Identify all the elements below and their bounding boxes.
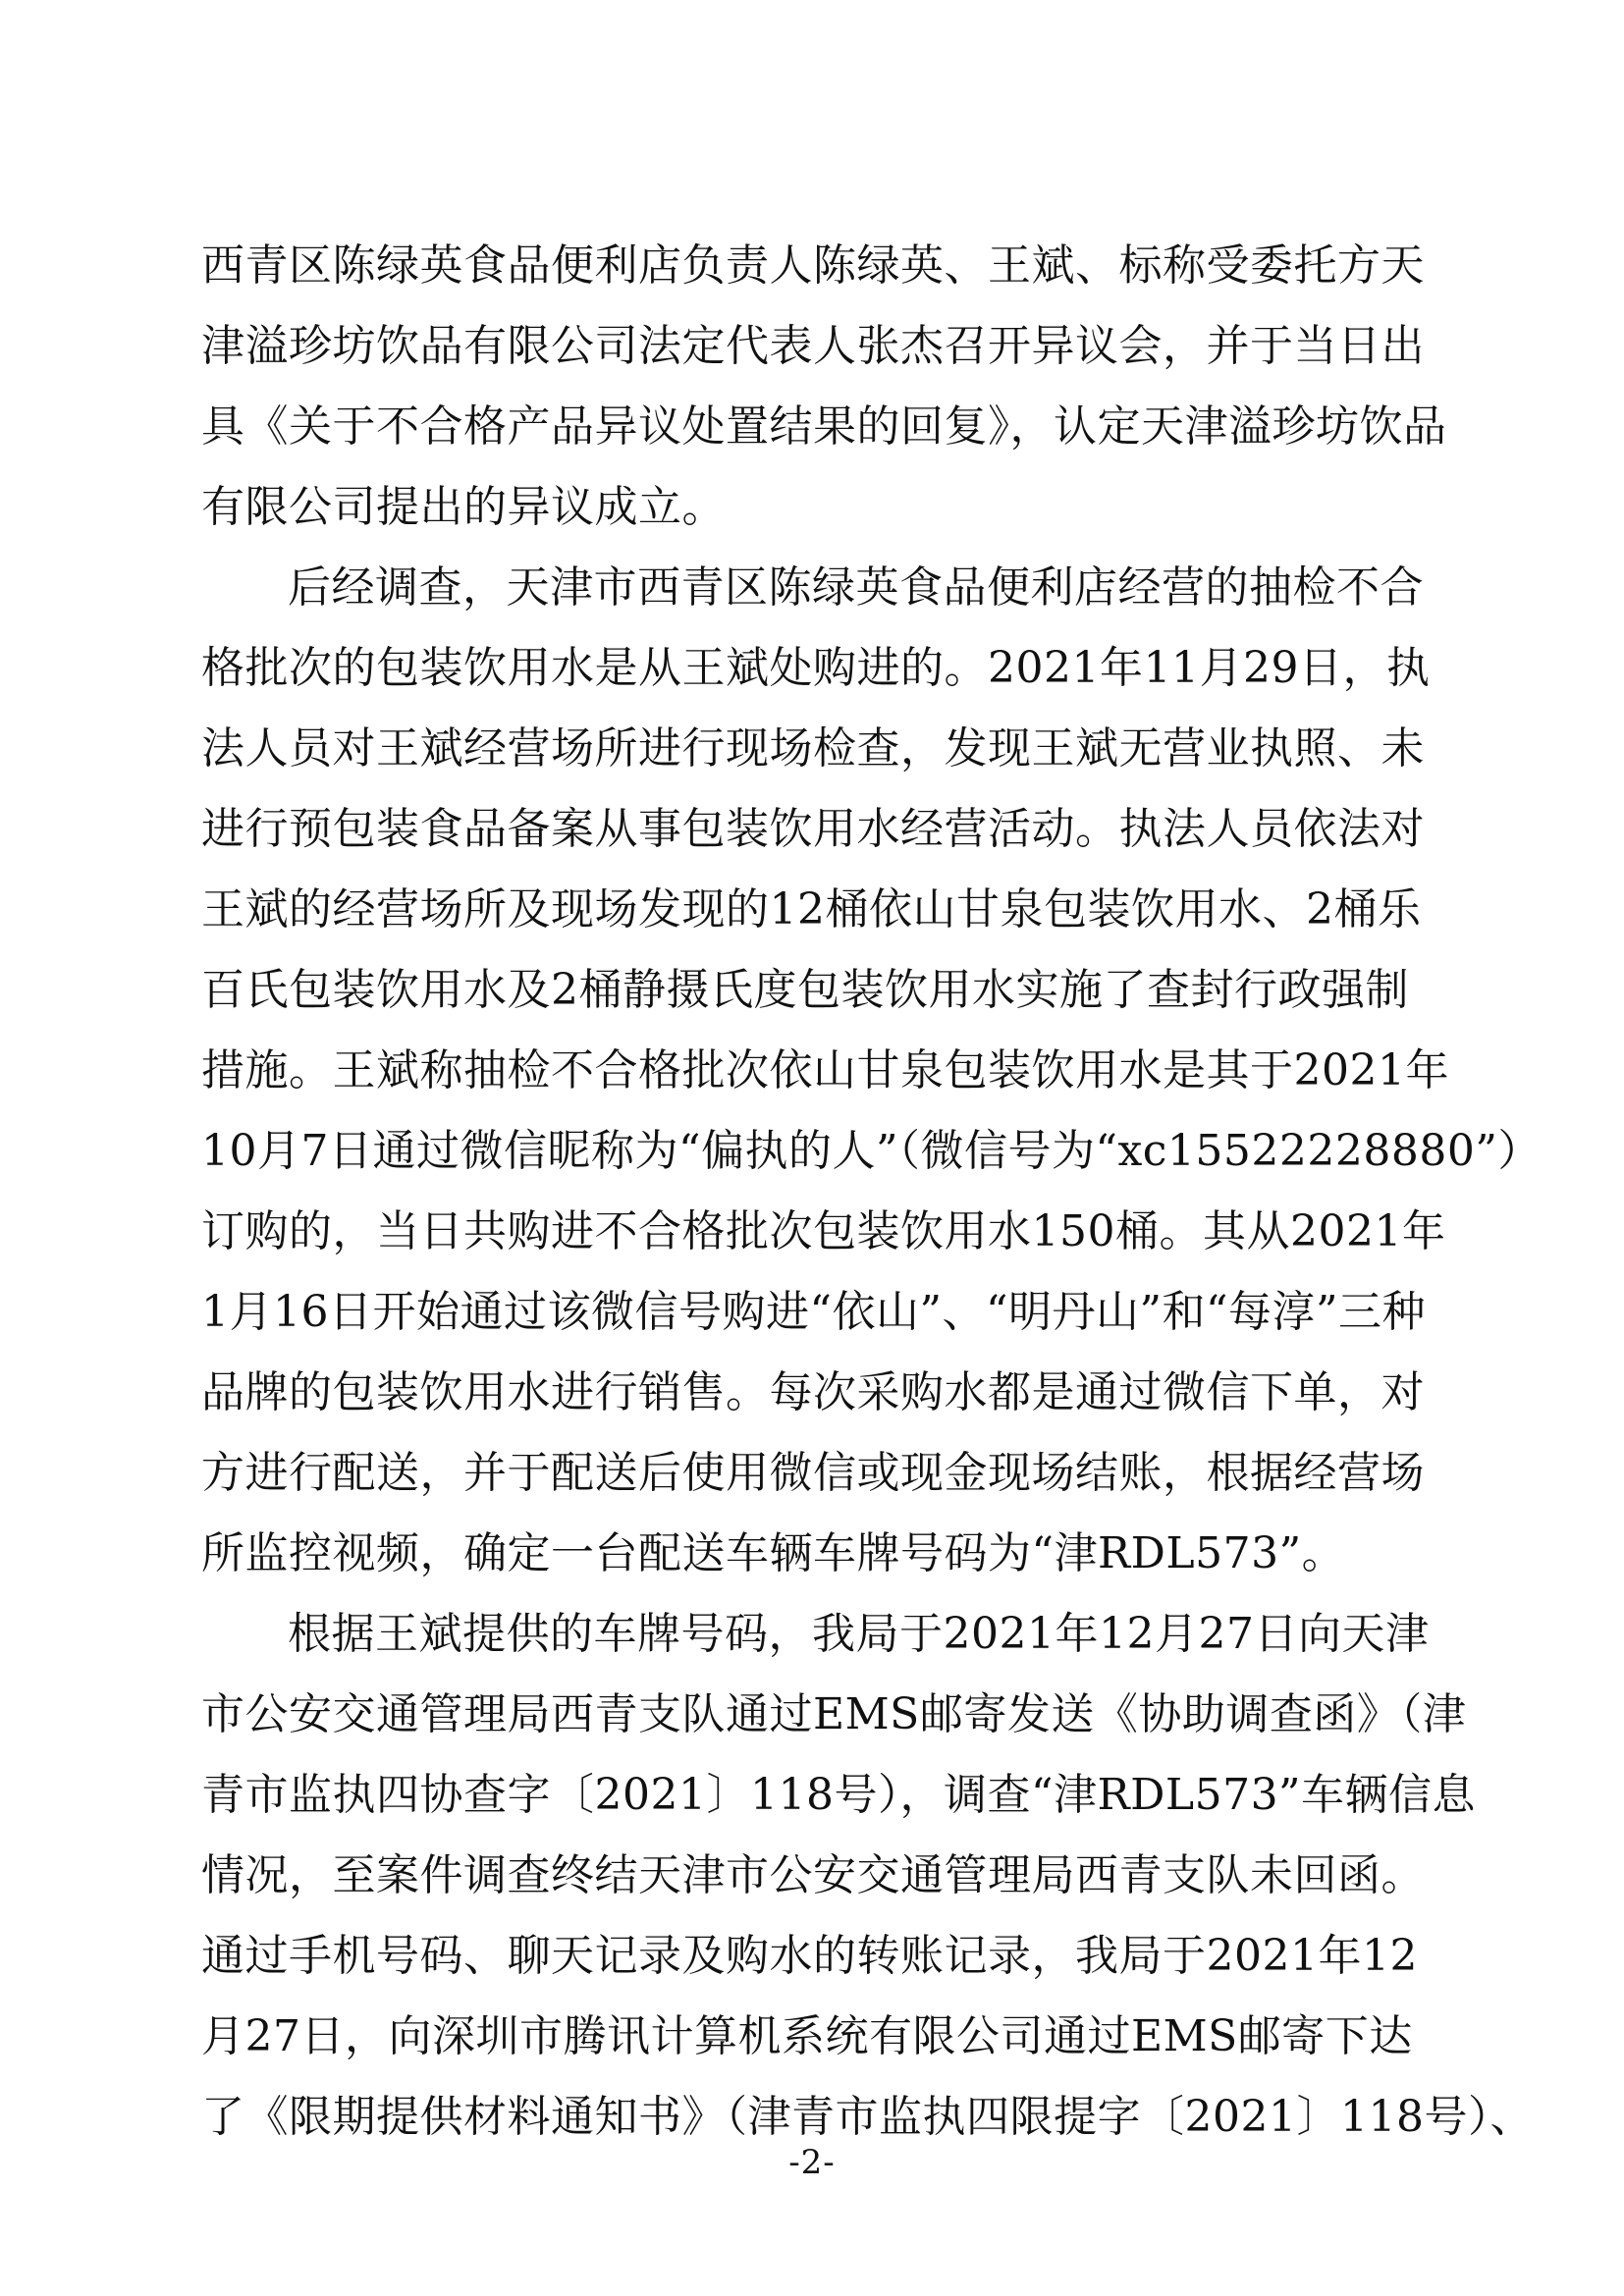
text-line: 青市监执四协查字〔2021〕118号），调查“津RDL573”车辆信息 [201, 1770, 1477, 1820]
text-line: 品牌的包装饮用水进行销售。每次采购水都是通过微信下单，对 [201, 1367, 1425, 1417]
paragraph-first-line: 后经调查，天津市西青区陈绿英食品便利店经营的抽检不合 [288, 562, 1424, 613]
text-line: 有限公司提出的异议成立。 [201, 482, 726, 532]
text-line: 进行预包装食品备案从事包装饮用水经营活动。执法人员依法对 [201, 804, 1425, 854]
text-line: 百氏包装饮用水及2桶静摄氏度包装饮用水实施了查封行政强制 [201, 965, 1409, 1015]
text-line: 10月7日通过微信昵称为“偏执的人”（微信号为“xc15522228880”） [201, 1126, 1542, 1176]
text-line: 措施。王斌称抽检不合格批次依山甘泉包装饮用水是其于2021年 [201, 1045, 1449, 1095]
text-line: 津溢珍坊饮品有限公司法定代表人张杰召开异议会，并于当日出 [201, 321, 1425, 371]
text-line: 1月16日开始通过该微信号购进“依山”、“明丹山”和“每淳”三种 [201, 1287, 1426, 1337]
text-line: 月27日，向深圳市腾讯计算机系统有限公司通过EMS邮寄下达 [201, 2011, 1413, 2061]
text-line: 了《限期提供材料通知书》（津青市监执四限提字〔2021〕118号）、 [201, 2092, 1534, 2142]
text-line: 格批次的包装饮用水是从王斌处购进的。2021年11月29日，执 [201, 643, 1431, 693]
body-text [201, 226, 1542, 2158]
text-line: 市公安交通管理局西青支队通过EMS邮寄发送《协助调查函》（津 [201, 1689, 1467, 1739]
text-line: 订购的，当日共购进不合格批次包装饮用水150桶。其从2021年 [201, 1206, 1446, 1256]
text-line: 方进行配送，并于配送后使用微信或现金现场结账，根据经营场 [201, 1448, 1425, 1498]
text-line: 西青区陈绿英食品便利店负责人陈绿英、王斌、标称受委托方天 [201, 240, 1425, 291]
text-line: 法人员对王斌经营场所进行现场检查，发现王斌无营业执照、未 [201, 723, 1425, 774]
text-line: 具《关于不合格产品异议处置结果的回复》，认定天津溢珍坊饮品 [201, 401, 1447, 452]
text-line: 王斌的经营场所及现场发现的12桶依山甘泉包装饮用水、2桶乐 [201, 884, 1422, 934]
text-line: 所监控视频，确定一台配送车辆车牌号码为“津RDL573”。 [201, 1528, 1346, 1578]
page-number: -2- [788, 2143, 836, 2182]
text-line: 通过手机号码、聊天记录及购水的转账记录，我局于2021年12 [201, 1931, 1418, 1981]
paragraph-first-line: 根据王斌提供的车牌号码，我局于2021年12月27日向天津 [288, 1609, 1430, 1659]
text-line: 情况，至案件调查终结天津市公安交通管理局西青支队未回函。 [201, 1850, 1425, 1900]
